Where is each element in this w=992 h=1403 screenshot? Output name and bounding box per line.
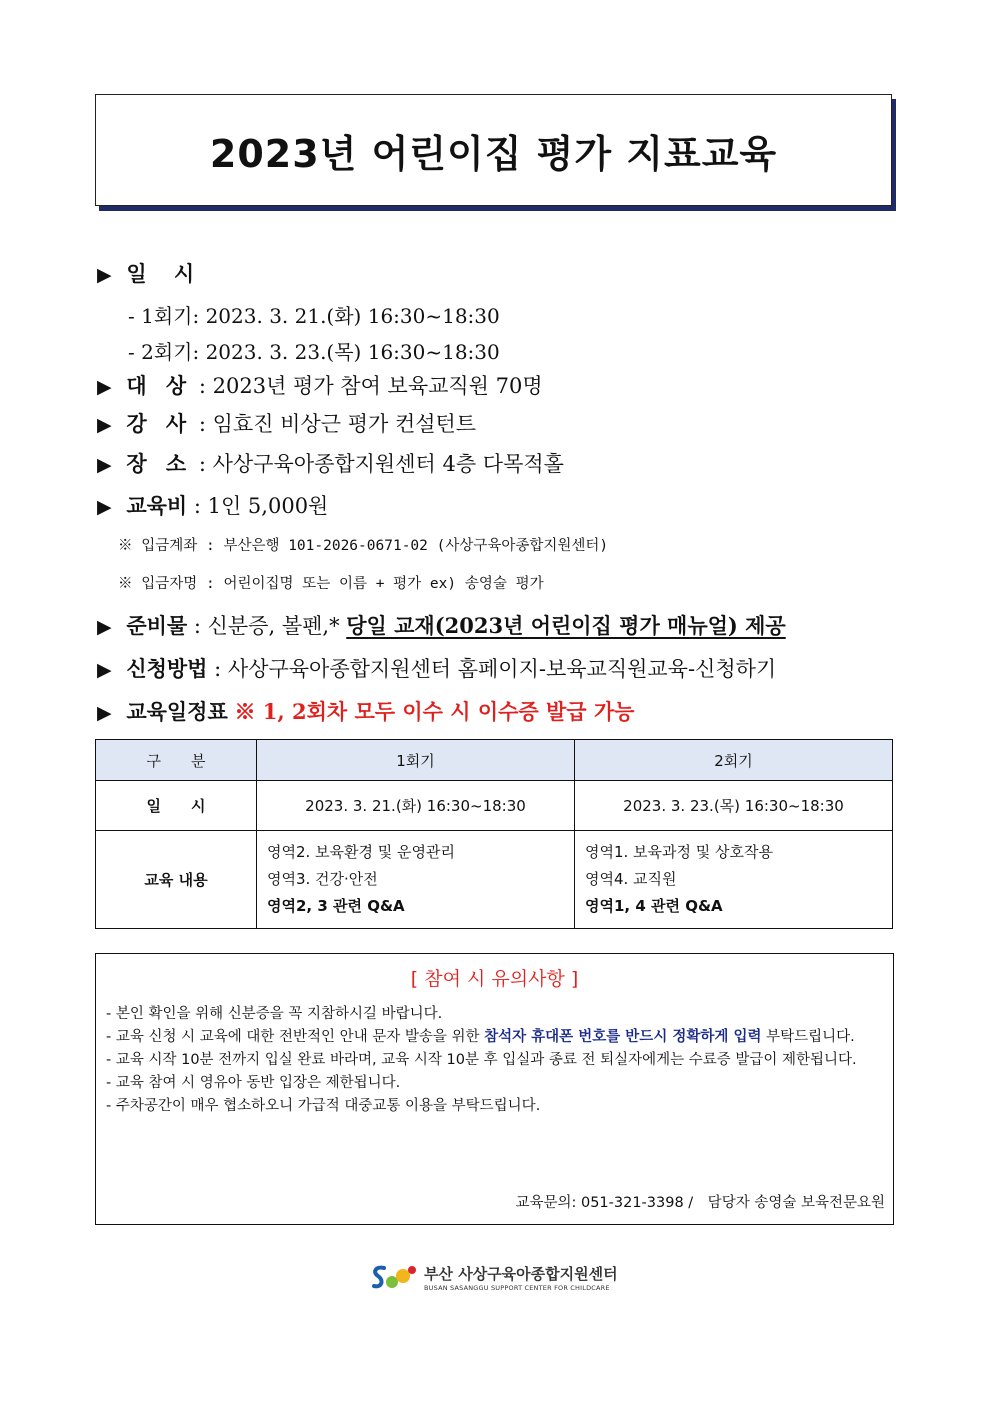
center-logo-icon — [370, 1262, 418, 1292]
center-logo-text — [424, 1263, 618, 1292]
fee-depositor-note: ※ 입금자명 : 어린이집명 또는 이름 + 평가 ex) 송영술 평가 — [118, 576, 544, 592]
table-header-category: 구 분 — [96, 740, 257, 781]
schedule-highlight: ※ 1, 2회차 모두 이수 시 이수증 발급 가능 — [234, 699, 635, 724]
fee-label: 교육비 — [126, 494, 188, 518]
table-cell-session-1-content — [257, 831, 575, 929]
bullet-icon: ▶ — [97, 702, 112, 724]
section-supplies — [97, 610, 786, 640]
content-item: 영역4. 교직원 — [585, 870, 677, 888]
section-apply — [97, 653, 776, 683]
table-row-date — [96, 781, 893, 831]
notice-item: - 본인 확인을 위해 신분증을 꼭 지참하시길 바랍니다. — [106, 1006, 443, 1022]
section-fee — [97, 490, 328, 520]
table-cell-session-1-date: 2023. 3. 21.(화) 16:30~18:30 — [257, 781, 575, 831]
lecturer-value: : 임효진 비상근 평가 컨설턴트 — [198, 412, 477, 436]
venue-value: : 사상구육아종합지원센터 4층 다목적홀 — [198, 452, 564, 476]
center-name-ko: 부산 사상구육아종합지원센터 — [424, 1264, 618, 1283]
section-target — [97, 370, 543, 400]
content-item-qa: 영역2, 3 관련 Q&A — [267, 897, 405, 915]
title-box — [95, 94, 892, 206]
bullet-icon: ▶ — [97, 454, 112, 476]
table-row-content-label: 교육 내용 — [96, 831, 257, 929]
notice-item-tail: 부탁드립니다. — [761, 1029, 855, 1045]
lecturer-label: 강 사 — [126, 412, 193, 436]
center-logo — [370, 1262, 618, 1292]
bullet-icon: ▶ — [97, 616, 112, 638]
fee-account-note: ※ 입금계좌 : 부산은행 101-2026-0671-02 (사상구육아종합지원센터) — [118, 538, 609, 554]
target-value: : 2023년 평가 참여 보육교직원 70명 — [198, 374, 543, 398]
date-label: 일 시 — [126, 262, 205, 286]
apply-label: 신청방법 — [126, 657, 208, 681]
notice-item-emphasis: 참석자 휴대폰 번호를 반드시 정확하게 입력 — [484, 1029, 762, 1045]
bullet-icon: ▶ — [97, 496, 112, 518]
session-1-date: - 1회기: 2023. 3. 21.(화) 16:30~18:30 — [128, 304, 500, 328]
table-row-content — [96, 831, 893, 929]
supplies-label: 준비물 — [126, 614, 188, 638]
content-item: 영역1. 보육과정 및 상호작용 — [585, 843, 774, 861]
supplies-value: : 신분증, 볼펜,* — [193, 614, 340, 638]
notice-item-text: - 교육 신청 시 교육에 대한 전반적인 안내 문자 발송을 위한 — [106, 1029, 485, 1045]
bullet-icon: ▶ — [97, 376, 112, 398]
section-lecturer — [97, 408, 476, 438]
section-venue — [97, 448, 564, 478]
notice-item — [106, 1026, 885, 1049]
notice-item: - 주차공간이 매우 협소하오니 가급적 대중교통 이용을 부탁드립니다. — [106, 1098, 541, 1114]
content-item: 영역2. 보육환경 및 운영관리 — [267, 843, 456, 861]
notice-list — [96, 1003, 893, 1118]
venue-label: 장 소 — [126, 452, 193, 476]
schedule-label: 교육일정표 — [126, 700, 228, 724]
table-header-session-1: 1회기 — [257, 740, 575, 781]
contact-info: 교육문의: 051-321-3398 / 담당자 송영술 보육전문요원 — [515, 1195, 885, 1211]
content-item-qa: 영역1, 4 관련 Q&A — [585, 897, 723, 915]
notice-title: [ 참여 시 유의사항 ] — [410, 968, 579, 990]
table-cell-session-2-date: 2023. 3. 23.(목) 16:30~18:30 — [575, 781, 893, 831]
session-2-date: - 2회기: 2023. 3. 23.(목) 16:30~18:30 — [128, 340, 500, 364]
center-name-en: BUSAN SASANGGU SUPPORT CENTER FOR CHILDCARE — [424, 1283, 610, 1292]
table-row-date-label: 일 시 — [96, 781, 257, 831]
fee-value: : 1인 5,000원 — [193, 494, 329, 518]
supplies-highlight: 당일 교재(2023년 어린이집 평가 매뉴얼) 제공 — [346, 613, 786, 638]
table-header-row — [96, 740, 893, 781]
apply-value: : 사상구육아종합지원센터 홈페이지-보육교직원교육-신청하기 — [214, 657, 777, 681]
section-schedule — [97, 696, 634, 726]
notice-item: - 교육 참여 시 영유아 동반 입장은 제한됩니다. — [106, 1075, 401, 1091]
notice-box — [95, 953, 894, 1225]
section-date — [97, 258, 204, 288]
table-cell-session-2-content — [575, 831, 893, 929]
table-header-session-2: 2회기 — [575, 740, 893, 781]
bullet-icon: ▶ — [97, 264, 112, 286]
bullet-icon: ▶ — [97, 659, 112, 681]
schedule-table — [95, 739, 893, 929]
bullet-icon: ▶ — [97, 414, 112, 436]
content-item: 영역3. 건강·안전 — [267, 870, 378, 888]
target-label: 대 상 — [126, 374, 193, 398]
page-title: 2023년 어린이집 평가 지표교육 — [209, 131, 778, 176]
notice-item: - 교육 시작 10분 전까지 입실 완료 바라며, 교육 시작 10분 후 입실과 종료 전 퇴실자에게는 수료증 발급이 제한됩니다. — [106, 1052, 857, 1068]
